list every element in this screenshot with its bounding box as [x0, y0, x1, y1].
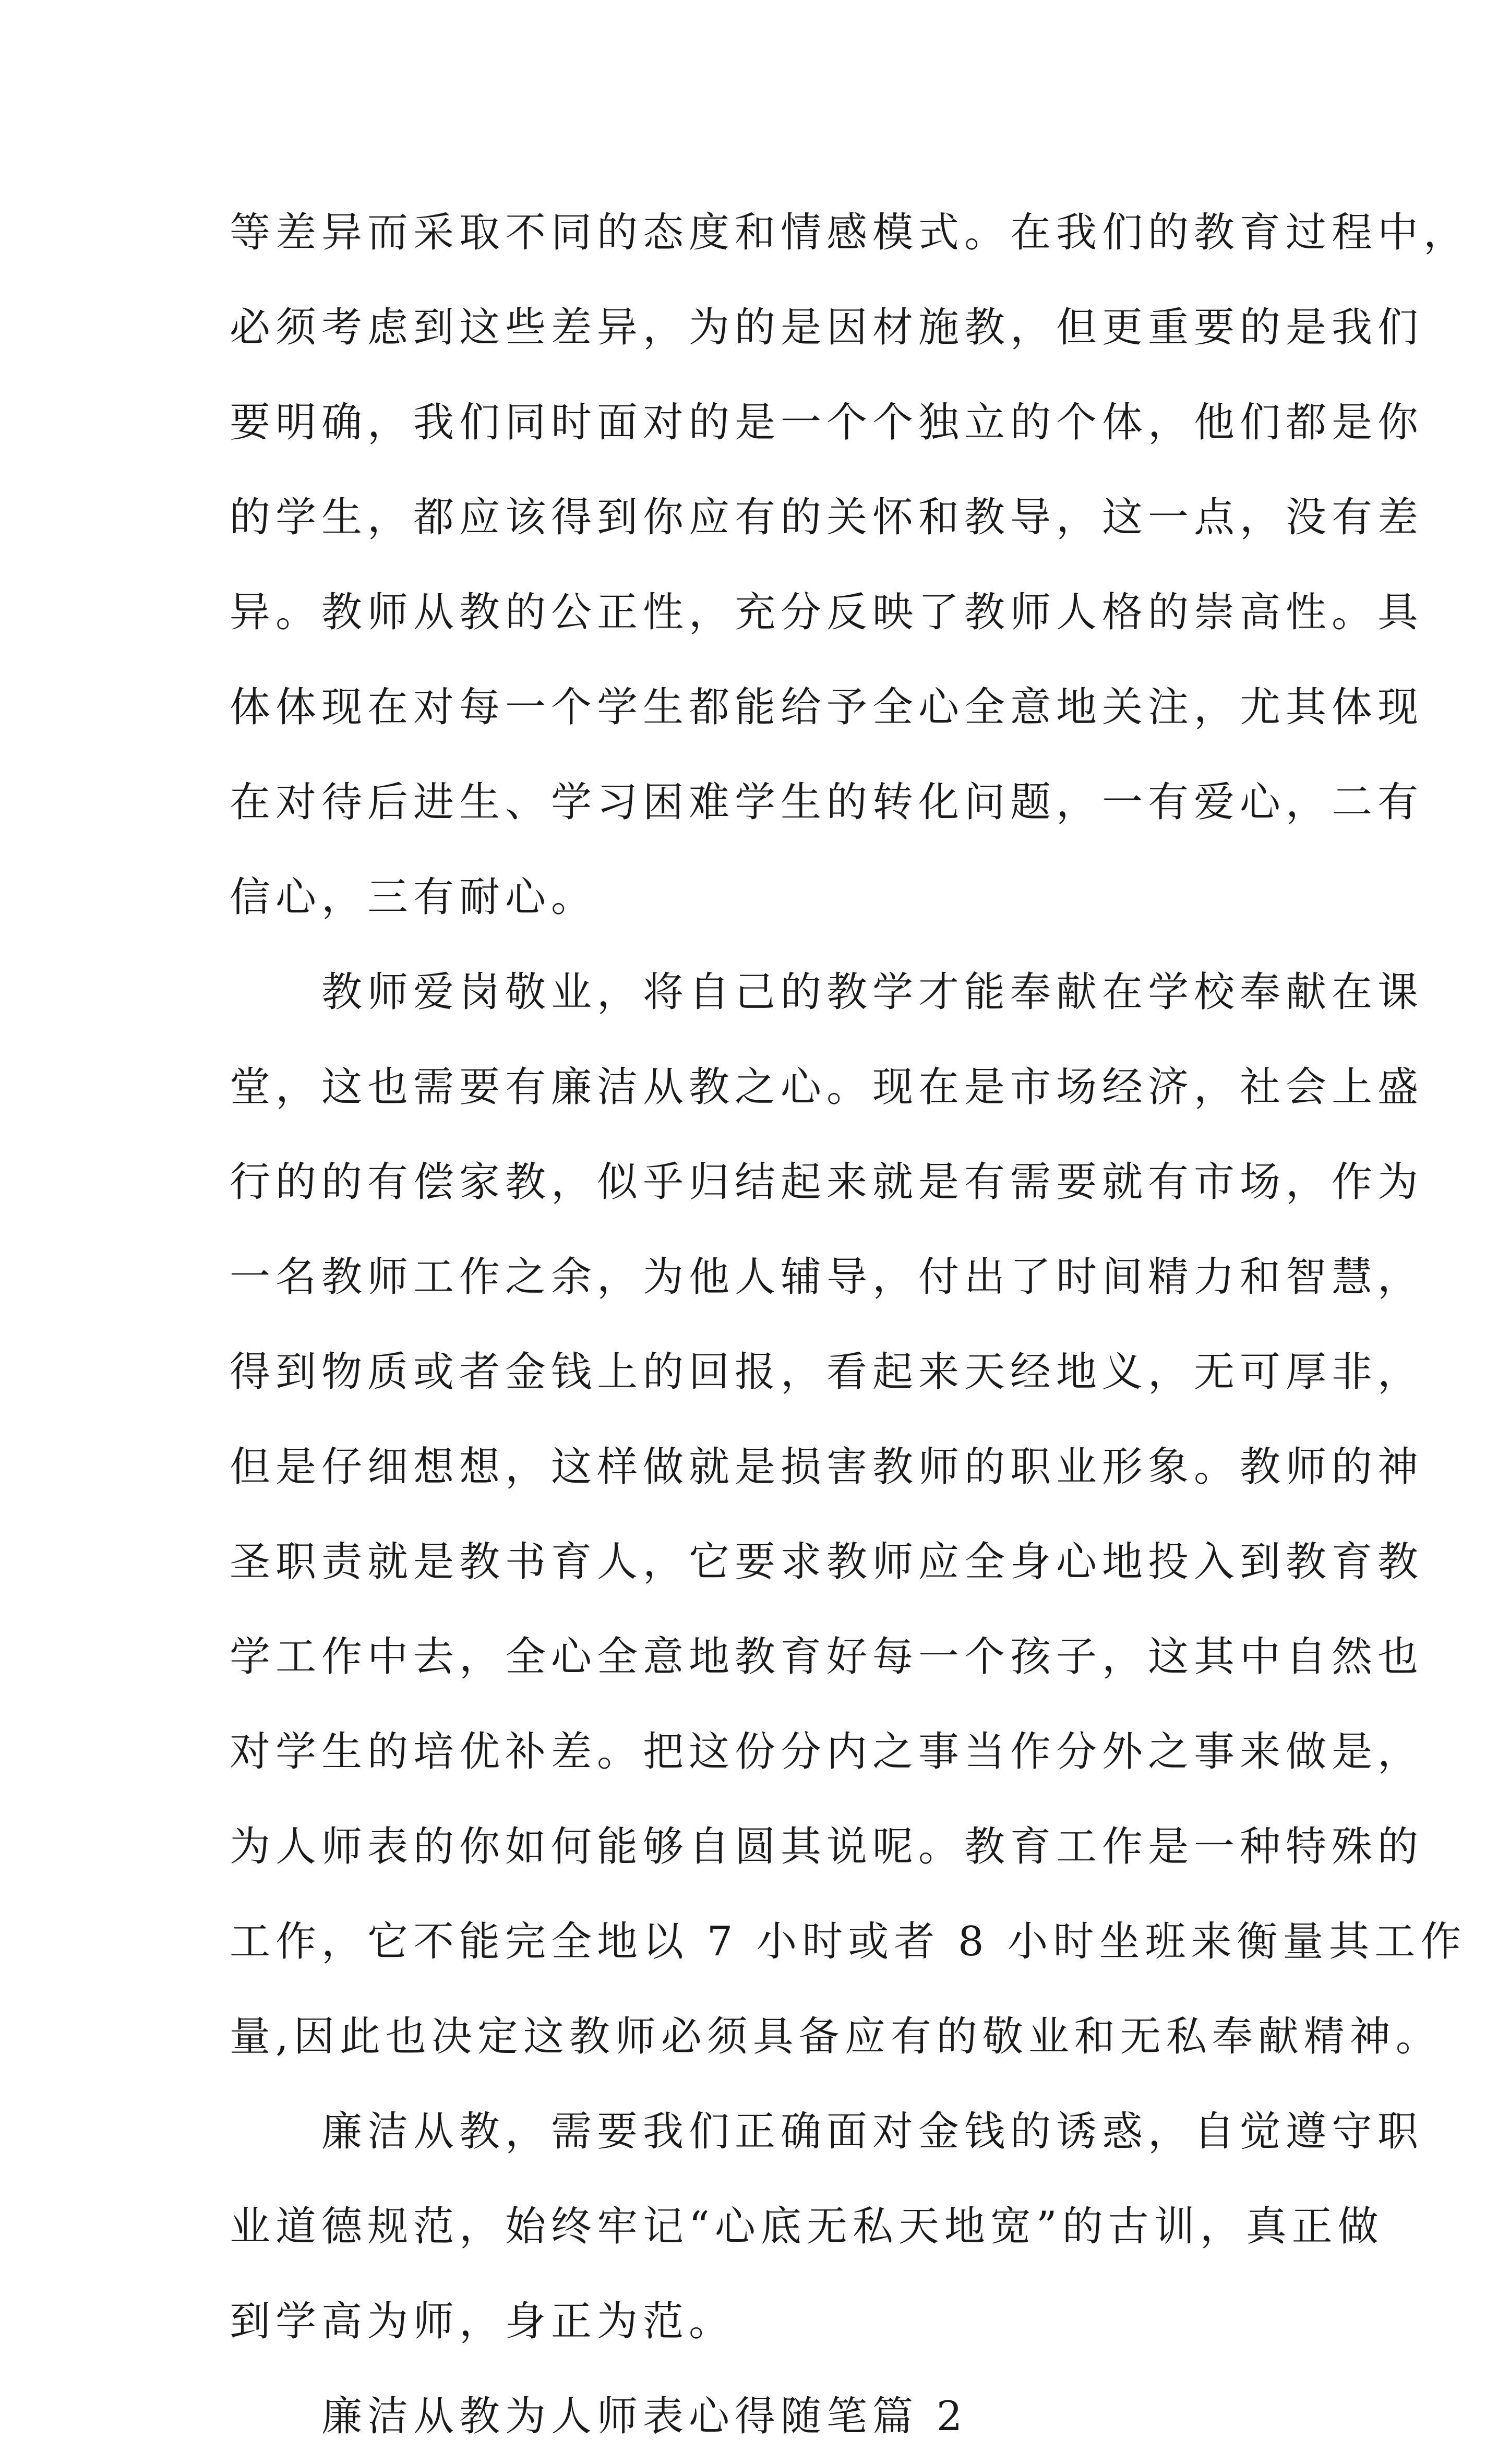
- text-line: 教师爱岗敬业，将自己的教学才能奉献在学校奉献在课: [230, 969, 1424, 1016]
- section-heading: 廉洁从教为人师表心得随笔篇 2: [230, 2393, 968, 2440]
- text-line: 廉洁从教，需要我们正确面对金钱的诱惑，自觉遵守职: [230, 2108, 1424, 2155]
- text-line: 必须考虑到这些差异，为的是因材施教，但更重要的是我们: [230, 304, 1424, 351]
- text-line: 工作，它不能完全地以 7 小时或者 8 小时坐班来衡量其工作: [230, 1918, 1467, 1965]
- text-line: 信心，三有耐心。: [230, 874, 597, 921]
- text-line: 在对待后进生、学习困难学生的转化问题，一有爱心，二有: [230, 779, 1424, 826]
- text-line: 到学高为师，身正为范。: [230, 2298, 735, 2345]
- text-line: 为人师表的你如何能够自圆其说呢。教育工作是一种特殊的: [230, 1823, 1424, 1870]
- text-line: 一名教师工作之余，为他人辅导，付出了时间精力和智慧，: [230, 1254, 1424, 1301]
- text-line: 对学生的培优补差。把这份分内之事当作分外之事来做是，: [230, 1728, 1424, 1775]
- text-line: 体体现在对每一个学生都能给予全心全意地关注，尤其体现: [230, 684, 1424, 731]
- text-line: 业道德规范，始终牢记“心底无私天地宽”的古训，真正做: [230, 2203, 1384, 2250]
- text-line: 要明确，我们同时面对的是一个个独立的个体，他们都是你: [230, 399, 1424, 446]
- text-line: 学工作中去，全心全意地教育好每一个孩子，这其中自然也: [230, 1633, 1424, 1680]
- text-line: 堂，这也需要有廉洁从教之心。现在是市场经济，社会上盛: [230, 1064, 1424, 1111]
- text-line: 量,因此也决定这教师必须具备应有的敬业和无私奉献精神。: [230, 2013, 1442, 2060]
- text-line: 圣职责就是教书育人，它要求教师应全身心地投入到教育教: [230, 1539, 1424, 1585]
- text-line: 行的的有偿家教，似乎归结起来就是有需要就有市场，作为: [230, 1159, 1424, 1206]
- text-line: 等差异而采取不同的态度和情感模式。在我们的教育过程中，: [230, 209, 1470, 256]
- text-line: 但是仔细想想，这样做就是损害教师的职业形象。教师的神: [230, 1444, 1424, 1491]
- text-line: 得到物质或者金钱上的回报，看起来天经地义，无可厚非，: [230, 1349, 1424, 1396]
- body-text: [230, 185, 1470, 2464]
- text-line: 异。教师从教的公正性，充分反映了教师人格的崇高性。具: [230, 589, 1424, 636]
- text-line: 的学生，都应该得到你应有的关怀和教导，这一点，没有差: [230, 494, 1424, 541]
